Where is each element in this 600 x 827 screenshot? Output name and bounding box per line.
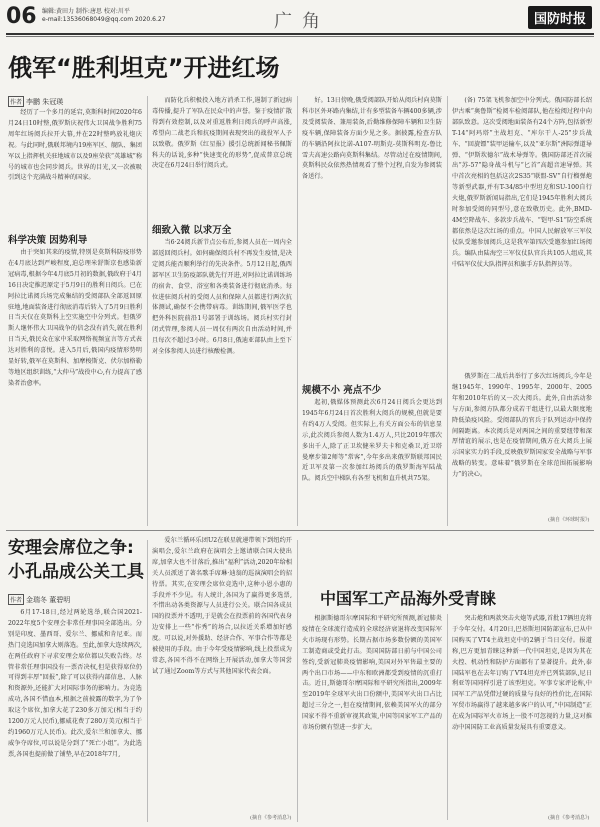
article1-paragraph: 俄罗斯在二战后共举行了多次红场阅兵,今年是继1945年、1990年、1995年、2000年、2005年和2010年后的又一次大阅兵。此外,自由活动参与方面,参阅方队都分成若干组进行,以最大限度地降低染疫风险。受阅部队的官兵于队列运动中保持间隔距离。本次阅兵是对两国之间的重要纽带和深厚情谊的展示,也是在疫情期间,俄方在大阅兵上展示国家实力的手段,反映俄罗斯国家安全战略与军事战略的转变。意味着“俄罗斯在全球范围拓展影响力”的决心。 <box>452 373 592 479</box>
article3-source: (摘自《参考消息》) <box>548 815 590 821</box>
article1-col3 <box>302 96 442 370</box>
contact-date-line: e-mail:13536068049@qq.com 2020.6.27 <box>42 16 166 23</box>
article2-source: (摘自《参考消息》) <box>250 815 292 821</box>
byline-tag: 作者 <box>8 96 24 107</box>
section-divider <box>6 530 594 531</box>
article1-col4b <box>452 372 592 512</box>
article1-subhead2: 细致入微 以求万全 <box>152 225 232 236</box>
article1-headline: 俄军“胜利坦克”开进红场 <box>8 54 280 82</box>
editor-line: 编辑:黄田力 制作:唐思 校对:川平 <box>42 8 130 15</box>
article2-authors: 金瑞冬 董碧明 <box>26 596 71 604</box>
article1-source: (摘自《环球时报》) <box>548 517 590 523</box>
article1-paragraph: 好。13日傍晚,俄受阅部队开始从阅兵村向莫斯科市区外环路内集结,计有多型装备车辆400多辆,涉及受阅装备、兼用装备,后勤维修保障车辆和卫生防疫车辆,保障装备方面少见之多。据披露,检查方队的车辆沿阿拉比诺-A107-明斯克-莫斯科明克-鲁比雪夫高速公路向莫斯科集结。尽管动过在疫情期间,莫斯科民众依然热情观看了整个过程,自发为参阅装备送行。 <box>302 97 442 181</box>
article2-headline-line2: 小孔品成公关工具 <box>8 562 144 582</box>
article3-col2 <box>452 614 592 814</box>
article1-byline <box>8 96 63 107</box>
column-divider <box>297 540 298 822</box>
article1-col1 <box>8 108 142 218</box>
article2-headline-line1: 安理会席位之争: <box>8 538 134 558</box>
masthead <box>6 4 594 32</box>
article1-authors: 李鹏 朱冠瑛 <box>26 98 64 106</box>
article1-col2 <box>152 96 292 208</box>
article1-paragraph: 由于突如其来的疫情,特别是莫斯科防疫形势在4月底达到严峻程度,迫总理米舒斯京也感染新冠病毒,根据今年4月底5月初的数据,俄政府于4月16日决定推迟原定于5月9日的胜利日阅兵。已在阿拉比诺阅兵场完成集结的受阅部队全部返回原驻地,地面装备进行彻底消毒后转入了5月9日胜利日当天仅在莫斯科上空实施空中分列式。但俄罗斯人继怀伟大卫国战争的信念没有消失,就在胜利日当天,俄民众在家中采取网络视频宣言等方式表达对胜利的喜悦。进入5月后,俄国内疫情形势明显好转,俄军在莫斯科、加摩梭斯克、伏尔加格勒等地区组织训练,“大仲马”战役中心,有力提高了感染者治愈率。 <box>8 249 142 387</box>
article1-col3b <box>302 398 442 523</box>
column-divider <box>447 96 448 526</box>
column-divider <box>447 614 448 820</box>
article2-col1 <box>8 608 142 820</box>
article1-paragraph: (备) 75架飞机参加空中分列式。俄国防部长绍伊古乘“奥鲁斯”检阅车检阅部队,他在检阅过程中向部队致意。这次受阅地面装备有24个方阵,包括新型T-14“阿玛塔”主战坦克、“库尔干人-25”步兵战车、“回旋镖”装甲运输车,以及“亚尔斯”洲际弹道导弹、“伊斯坎德尔”战术导弹等。俄国防部还首次展出“苏-57”隐身战斗机与“匕首”高超音速导弹。其中首次亮相的包括这次2S35“联盟-SV”自行榴弹炮等新型武器,并有T-34/85中型坦克和SU-100自行火炮,俄罗斯新闻局指出,它们是1945年胜利大阅兵时参加受阅的同型号,意在致敬历史。此外,BMD-4M空降战车、多款步兵战车、“铠甲-S1”防空系统都依然是这次红场的重点。中国人民解放军三军仪仗队受邀参加阅兵,这是我军第四次受邀参加红场阅兵。编队由陆海空三军仪仗队官兵共105人组成,其中陆军仪仗大队指挥员和旗手方队指挥员等。 <box>452 97 592 268</box>
article2-paragraph: 6月17-18日,经过两轮选举,联合国2021-2022年度5个安理会非常任理事国全部选出。分别是印度、墨西哥、爱尔兰、挪威和肯尼亚。而热门竞选国加拿大则落选。至此,加拿大连续两次,在两任政府下寻求安理会席位都以失败告终。尽管非常任理事国没有一票否决权,但是获得席位仍可得到丰厚“回报”,除了可以获得内部信息、人脉和资源外,还能扩大对国际事务的影响力。为竞选成功,各国不惜血本,根据之前披露的数字,为了争取这个席位,加拿大花了230多万加元(相当于约1200万元人民币),挪威花费了280万美元(相当于约1960万元人民币)。此次,爱尔兰和加拿大、挪威争夺席位,可以说是分到了“死亡小组”。为此选票,各国也提前做了铺垫,早在2018年7月, <box>8 609 142 758</box>
article3-col1 <box>302 614 442 814</box>
column-divider <box>297 96 298 526</box>
masthead-rule-thin <box>6 36 594 37</box>
article1-col1b <box>8 248 142 523</box>
article3-paragraph: 突击炮和两款突击火炮等武器,首批17辆坦克将于今年交付。4月20日,巴基斯坦国防部宣布,已从中国购买了VT4主战坦克中的2辆于当日交付。报道称,巴方更加青睐这种新一代中国坦克,是因为其在火控、机动性和防护方面都有了显著提升。此外,泰国陆军也在去年订购了VT4坦克并已列装部队,尼日利亚等国同样引进了该型坦克。军事专家评论称,中国军工产品凭借过硬的质量与良好的性价比,在国际军贸市场赢得了越来越多客户的认可,“中国制造”正在成为国际军火市场上一股不可忽视的力量,这对推动中国国防工业高质量发展具有重要意义。 <box>452 615 592 732</box>
byline-tag: 作者 <box>8 594 24 605</box>
article2-col2 <box>152 536 292 812</box>
article1-paragraph: 经历了一个多月的延宕,莫斯科时间2020年6月24日10时整,俄罗斯庆祝伟大卫国战争胜利75周年红场阅兵拉开大幕,并在22时整鸣放礼炮庆祝。与此同时,俄联邦境内19座军区、舰队、集团军以上指挥机关驻地城市以及9座荣获“英雄城”称号的城市也会同步阅兵。世界的目光,又一次被吸引到这个充满战斗精神的国家。 <box>8 109 142 182</box>
editor-info <box>42 8 166 24</box>
masthead-rule <box>6 33 594 35</box>
article1-paragraph: 而防化兵积极投入地方消杀工作,遏制了新冠病毒传播,提升了军队在民众中的声誉。鉴于疫情扩散得到有效控制,以及对重返胜利日阅兵的呼声高涨,希望向二战老兵和抗疫期间表现突出的战役军人予以致敬。俄罗斯《红星报》援引总统新闻秘书佩斯科夫的话说,多种“快速变化的形势”,促成普京总统决定在6月24日举行阅兵式。 <box>152 97 292 170</box>
article1-subhead3: 规模不小 亮点不少 <box>302 385 382 396</box>
article1-paragraph: 起初,俄媒体预测此次6月24日阅兵会更达到1945年6月24日首次胜利大阅兵的规模,但就是要有约4万人受阅。但实际上,有关方面公布的信息显示,此次阅兵参阅人数为1.4万人,只比2019年那次多出千人,除了正卫坎健米罗夫卡和克桑卫,近卫塔曼摩步第2师等“常客”,今年多出来俄罗斯联邦国民近卫军及第一次参加红场阅兵的俄罗斯海军陆战队。阅兵空中梯队有各型飞机和直升机共75架。 <box>302 399 442 483</box>
page-number: 06 <box>6 4 37 29</box>
article2-paragraph: 爱尔兰循环乐团U2在联星就递带领下到纽约开演唱会,爱尔兰政府在演唱会上邀请联合国大使出席,加拿大也不甘落后,推出“福利”活动,2020年给相关人员派送了著名歌手席琳·迪翁的巡演演唱会的招待票。其实,在安理会席位竞选中,这种小恩小惠的手段并不少见。有人统计,各国为了赢得更多选票,不惜出动各类资源与人员进行公关。联合国各成员国的投票并不透明,于是就会在投票前的各国代表身边安排上一些“作秀”的场合,以拉近关系增加好感度。可以说,对外援助、经济合作、军事合作等都是被使用的手段。由于今年受疫情影响,线上投票成为常态,各国不得不在网络上开展活动,加拿大等国尝试了通过Zoom等方式与其他国家代表会面。 <box>152 537 292 675</box>
article3-headline: 中国军工产品海外受青睐 <box>320 589 497 608</box>
column-divider <box>147 540 148 822</box>
article1-subhead1: 科学决策 因势利导 <box>8 235 88 246</box>
article1-col4 <box>452 96 592 370</box>
article3-paragraph: 根据斯德哥尔摩国际和平研究所预测,新冠肺炎疫情在全球流行造成的全球经济衰退将改变国际军火市场现有形势。长期占据市场多数份额的美国军工制造商或受此打击。美国国防部日前与中国公司签约,受新冠肺炎疫情影响,美国对外军售最主要的两个出口市场——中东和欧洲都受到疫情的沉重打击。近日,斯德哥尔摩国际和平研究所指出,2009年至2019年全球军火出口份额中,美国军火出口占比超过三分之一,但在疫情期间,依赖美国军火的部分国家不得不重新审视其政策,中国等国家军工产品的市场份额有望进一步扩大。 <box>302 615 442 732</box>
column-divider <box>147 96 148 526</box>
article2-byline <box>8 594 70 605</box>
newspaper-logo: 国防时报 <box>528 6 592 29</box>
article1-col2b <box>152 238 292 523</box>
article1-paragraph: 当6·24阅兵新节点公布后,参阅人员在一周内全部返回阅兵村。如何确保阅兵村不再发生疫情,是决定阅兵能否顺利举行的先决条件。5月12日起,俄西部军区卫生防疫部队就先行开进,对阿拉比诺训练场的宿舍、食堂、浴室和各类装备进行彻底消杀。每位进驻阅兵村的受阅人员和保障人员都进行两次抗体测试,确保不会携带病毒。训练期间,俄军医学也把外科医院前沿1号部署于训练场。阅兵村实行封闭式管理,参阅人员一周仅有两次自由活动时间,并且每次不超过3小时。6月8日,俄迪亚部队由上至下对全体参阅人员进行核酸检测。 <box>152 239 292 356</box>
article2-headline <box>8 536 144 584</box>
section-title: 广角 <box>274 11 330 32</box>
